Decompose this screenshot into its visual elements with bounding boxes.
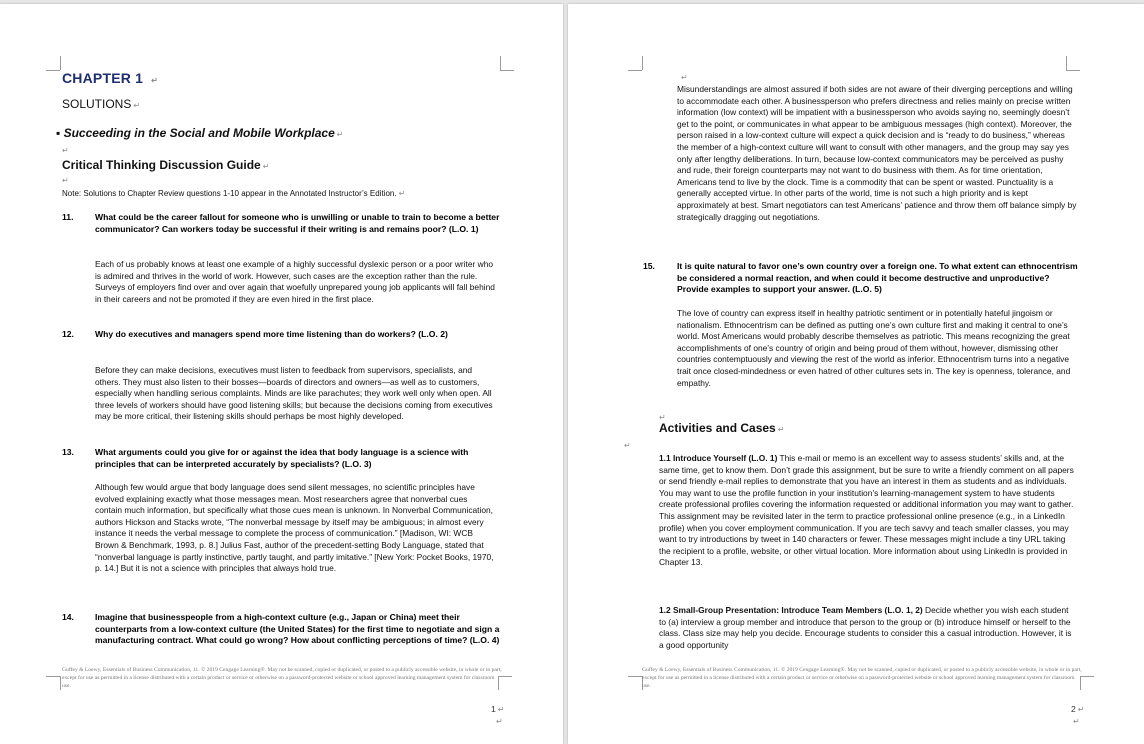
question-number: 12. (62, 329, 74, 339)
paragraph-mark: ↵ (1073, 717, 1080, 726)
paragraph-mark: ↵ (659, 413, 666, 422)
paragraph-mark: ↵ (62, 176, 69, 185)
activity-title: 1.1 Introduce Yourself (L.O. 1) (659, 453, 778, 463)
crop-mark (628, 676, 642, 677)
question-number: 15. (643, 261, 655, 271)
page-number: 1 ↵ (491, 704, 505, 714)
copyright-footer: Guffey & Loewy, Essentials of Business Communication, 11. © 2019 Cengage Learning®. May not be scanned, copied or duplicated, or posted to a publicly accessible website, in whole or in part, except for use as permitted in a license distributed with a certain product or service or otherwise on a password-protected website or school approved learning management system for classroom use. (642, 667, 1082, 689)
crop-mark (60, 676, 61, 690)
paragraph-mark: ↵ (624, 441, 631, 450)
chapter-subtitle: ▪ Succeeding in the Social and Mobile Workplace ↵ (56, 126, 344, 140)
note-text: Note: Solutions to Chapter Review questions 1-10 appear in the Annotated Instructor’s Edition. ↵ (62, 189, 406, 198)
document-page-1 (0, 4, 563, 744)
question-14 (62, 612, 502, 647)
crop-mark (60, 56, 61, 70)
answer-13: Although few would argue that body language does send silent messages, no scientific principles have evolved explaining exactly what those messages mean. Most researchers agree that nonverbal cues contain much information, but specifically what those cues mean is unknown. In Nonverbal Communication, authors Hickson and Stacks wrote, “The nonverbal message by itself may be ambiguous; in almost every instance it needs the verbal message to complete the process of communication.” [Madison, WI: WCB Brown & Benchmark, 1993, p. 8.] Julius Fast, author of the precedent-setting Body Language, stated that “nonverbal language is partly instinctive, partly taught, and partly imitative.” [New York: Pocket Books, 1970, p. 14.] But it is not a science with principles that always hold true. (95, 482, 494, 574)
answer-14-continued: Misunderstandings are almost assured if both sides are not aware of their diverging perceptions and willing to accommodate each other. A businessperson who prefers directness and relies mainly on precise written information (low context) will be impatient with a businessperson who avoids saying no, seemingly doesn’t get to the point, or communicates in what appear to be ambiguous messages (high context). Moreover, the person raised in a low-context culture will expect a quick decision and is “ready to do business,” whereas the member of a high-context culture will want to consult with other managers, and the group may say yes only after lengthy deliberations. In turn, because low-context communicators may be perceived as pushy and rude, their foreign counterparts may not want to do business with them. As for time orientation, Americans tend to live by the clock. Time is a commodity that can be spent or wasted. Punctuality is a generally accepted virtue. In other parts of the world, time is not such a high priority and is kept approximately at best. Smart negotiators can test Americans’ patience and throw them off balance simply by strategically dragging out negotiations. (677, 84, 1077, 222)
copyright-footer: Guffey & Loewy, Essentials of Business Communication, 11. © 2019 Cengage Learning®. May not be scanned, copied or duplicated, or posted to a publicly accessible website, in whole or in part, except for use as permitted in a license distributed with a certain product or service or otherwise on a password-protected website or school approved learning management system for classroom use. (62, 667, 502, 689)
crop-mark (500, 70, 514, 71)
crop-mark (642, 56, 643, 70)
question-15 (643, 261, 1078, 296)
answer-15: The love of country can express itself in healthy patriotic sentiment or in potentially hateful jingoism or nationalism. Ethnocentrism can be defined as putting one’s own culture first and making it central to one’s world. Most Americans would probably describe themselves as patriotic. This means recognizing the great accomplishments of one’s country of origin and being proud of them without, however, dismissing other countries contemptuously and viewing the rest of the world as inferior. Ethnocentrism turns into a negative trait once closed-mindedness or even hatred of other cultures sets in. The key is openness, tolerance, and empathy. (677, 308, 1071, 388)
question-number: 11. (62, 212, 74, 222)
question-number: 14. (62, 612, 74, 622)
activity-1-1 (659, 453, 1077, 569)
question-text: It is quite natural to favor one’s own country over a foreign one. To what extent can ethnocentrism be considered a normal reaction, and when could it become destructive and unproductive? Provide examples to support your answer. (L.O. 5) (677, 261, 1078, 295)
paragraph-mark: ↵ (681, 73, 688, 82)
activity-title: 1.2 Small-Group Presentation: Introduce Team Members (L.O. 1, 2) (659, 605, 923, 615)
activity-text: This e-mail or memo is an excellent way to assess students’ skills and, at the same time, get to know them. Don’t grade this assignment, but be sure to write a friendly comment on all papers or send friendly e-mail replies to demonstrate that you have an interest in them as students and as individuals. You may want to use the profile function in your institution’s learning-management system to have students create professional profiles covering the information requested or additional information you may want to gather. This assignment may be revisited later in the term to practice professional online presence (e.g., in a LinkedIn profile) when you cover employment communication. If you are tech savvy and teach smaller classes, you may want to try introductions by tweet in 140 characters or fewer. These messages might include a tiny URL taking the recipient to a profile, website, or other virtual location. More information about using LinkedIn is provided in Chapter 13. (659, 453, 1074, 568)
paragraph-mark: ↵ (62, 146, 69, 155)
question-text: What could be the career fallout for someone who is unwilling or unable to train to become a better communicator? Can workers today be successful if their writing is and remains poor? (L.O. 1) (95, 212, 500, 234)
chapter-heading: CHAPTER 1 ↵ (62, 70, 159, 86)
solutions-heading: SOLUTIONS ↵ (62, 97, 141, 111)
crop-mark (628, 70, 642, 71)
discussion-guide-heading: Critical Thinking Discussion Guide ↵ (62, 158, 270, 172)
question-text: Imagine that businesspeople from a high-context culture (e.g., Japan or China) meet their counterparts from a low-context culture (the United States) for the first time to negotiate and sign a manufacturing contract. What could go wrong? How about conflicting perceptions of time? (L.O. 4) (95, 612, 500, 646)
question-text: What arguments could you give for or against the idea that body language is a science with principles that can be interpreted accurately by specialists? (L.O. 3) (95, 447, 469, 469)
question-13 (62, 447, 502, 470)
activity-1-2 (659, 605, 1077, 651)
crop-mark (46, 676, 60, 677)
crop-mark (500, 56, 501, 70)
question-12 (62, 329, 502, 341)
question-number: 13. (62, 447, 74, 457)
document-page-2 (568, 4, 1144, 744)
question-11 (62, 212, 502, 235)
crop-mark (1080, 676, 1094, 677)
paragraph-mark: ↵ (496, 717, 503, 726)
answer-12: Before they can make decisions, executives must listen to feedback from supervisors, specialists, and others. They must also listen to their bosses—boards of directors and owners—as well as to customers, especially when handling serious complaints. Minds are like parachutes; they work well only when open. All three levels of workers should have good listening skills; but because the decisions coming from executives may be more critical, their listening skills should perhaps be most highly developed. (95, 365, 493, 422)
paragraph-mark: ↵ (151, 76, 159, 85)
page-number: 2 ↵ (1071, 704, 1085, 714)
crop-mark (1066, 56, 1067, 70)
activity-text: Decide whether you wish each student to (a) interview a group member and introduce that person to the group or (b) introduce himself or herself to the class. Class size may help you decide. Encourage students to consider this a casual introduction. However, it is a good opportunity (659, 605, 1072, 650)
question-text: Why do executives and managers spend more time listening than do workers? (L.O. 2) (95, 329, 448, 339)
activities-heading: Activities and Cases ↵ (659, 421, 785, 435)
answer-11: Each of us probably knows at least one example of a highly successful dyslexic person or a poor writer who is admired and thrives in the world of work. However, such cases are the exception rather than the rule. Surveys of employers find over and over again that woefully unprepared young job applicants will fall behind in their careers and not be promoted if they are even hired in the first place. (95, 259, 495, 304)
crop-mark (46, 70, 60, 71)
crop-mark (1066, 70, 1080, 71)
